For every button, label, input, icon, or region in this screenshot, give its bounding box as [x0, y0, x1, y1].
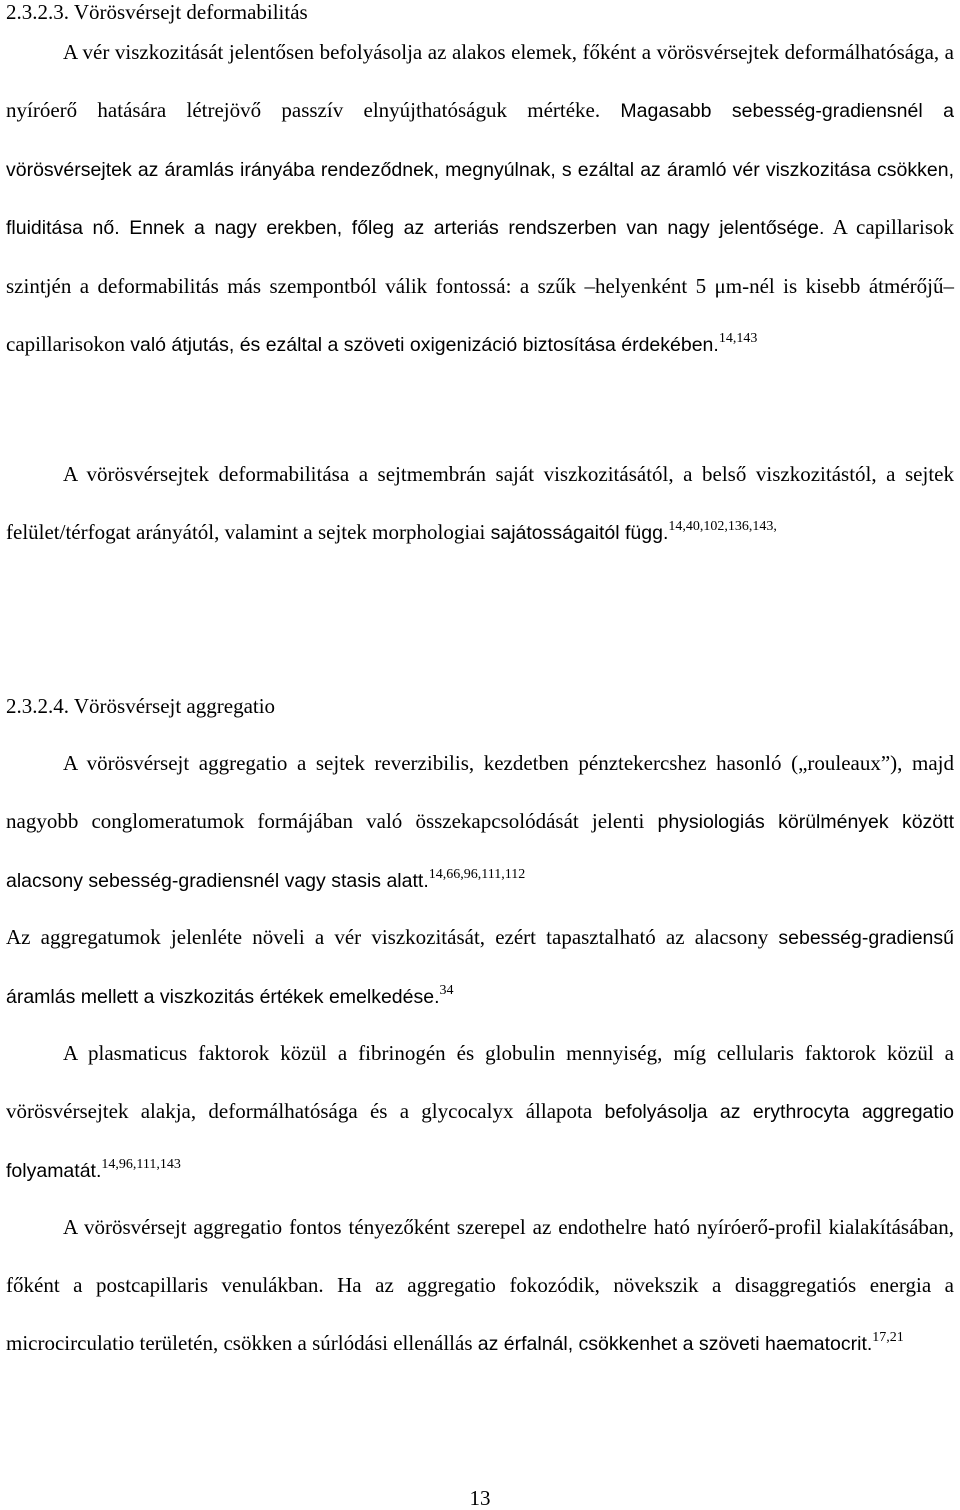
page-number: 13: [469, 1486, 491, 1510]
citation-reference: 17,21: [872, 1329, 904, 1345]
citation-reference: 14,143: [718, 330, 758, 346]
citation-reference: 14,96,111,143: [101, 1156, 181, 1172]
citation-reference: 34: [439, 982, 454, 998]
paragraph-text-sans: az érfalnál, csökkenhet a szöveti haematocrit.: [477, 1332, 873, 1355]
paragraph-deformabilitas-1: [6, 24, 954, 375]
paragraph-text-sans: befolyásolja az erythrocyta aggregatio folyamatát.: [6, 1100, 954, 1182]
paragraph-text: A vér viszkozitását jelentősen befolyásolja az alakos elemek, főként a vörösvérsejtek deformálhatósága, a nyíróerő hatására létrejövő passzív elnyújthatóságuk mértéke.: [6, 40, 954, 122]
paragraph-text: A vörösvérsejt aggregatio a sejtek reverzibilis, kezdetben pénztekercshez hasonló („rouleaux”), majd nagyobb conglomeratumok formájában való összekapcsolódását jelenti: [6, 751, 954, 833]
paragraph-text-sans: sajátosságaitól függ.: [490, 521, 669, 544]
paragraph-text-sans: sebesség-gradiensű áramlás mellett a viszkozitás értékek emelkedése.: [6, 927, 954, 1008]
paragraph-text-sans: physiologiás körülmények között alacsony sebesség-gradiensnél vagy stasis alatt.: [6, 810, 954, 892]
paragraph-aggregatio-4: [6, 1199, 954, 1373]
paragraph-text: A capillarisok szintjén a deformabilitás más szempontból válik fontossá: a szűk –helyenként 5 μm-nél is kisebb átmérőjű– capillarisokon: [6, 215, 954, 356]
citation-reference: 14,66,96,111,112: [428, 866, 526, 882]
paragraph-text: A vörösvérsejt aggregatio fontos tényezőként szerepel az endothelre ható nyíróerő-profil kialakításában, főként a postcapillaris venulákban. Ha az aggregatio fokozódik, növekszik a disaggregatiós energia a microcirculatio területén, csökken a súrlódási ellenállás: [6, 1215, 954, 1355]
paragraph-deformabilitas-2: [6, 446, 954, 563]
paragraph-text-sans: való átjutás, és ezáltal a szöveti oxigenizáció biztosítása érdekében.: [130, 333, 719, 356]
paragraph-aggregatio-1: [6, 735, 954, 910]
paragraph-text: Az aggregatumok jelenléte növeli a vér viszkozitását, ezért tapasztalható az alacsony: [6, 925, 779, 949]
paragraph-text-sans: Magasabb sebesség-gradiensnél a vörösvérsejtek az áramlás irányába rendeződnek, megnyúlnak, s ezáltal az áramló vér viszkozitása csökken, fluiditása nő. Ennek a nagy erekben, főleg az arteriás rendszerben van nagy jelentősége.: [6, 99, 954, 240]
paragraph-text: A vörösvérsejtek deformabilitása a sejtmembrán saját viszkozitásától, a belső viszkozitástól, a sejtek felület/térfogat arányától, valamint a sejtek morphologiai: [6, 462, 954, 544]
paragraph-text: A plasmaticus faktorok közül a fibrinogén és globulin mennyiség, míg cellularis faktorok közül a vörösvérsejtek alakja, deformálhatósága és a glycocalyx állapota: [6, 1041, 954, 1123]
paragraph-aggregatio-3: [6, 1025, 954, 1200]
paragraph-aggregatio-2: [6, 909, 954, 1027]
section-heading-deformabilitas: 2.3.2.3. Vörösvérsejt deformabilitás: [6, 0, 308, 24]
section-heading-aggregatio: 2.3.2.4. Vörösvérsejt aggregatio: [6, 694, 276, 718]
citation-reference: 14,40,102,136,143,: [668, 518, 777, 534]
